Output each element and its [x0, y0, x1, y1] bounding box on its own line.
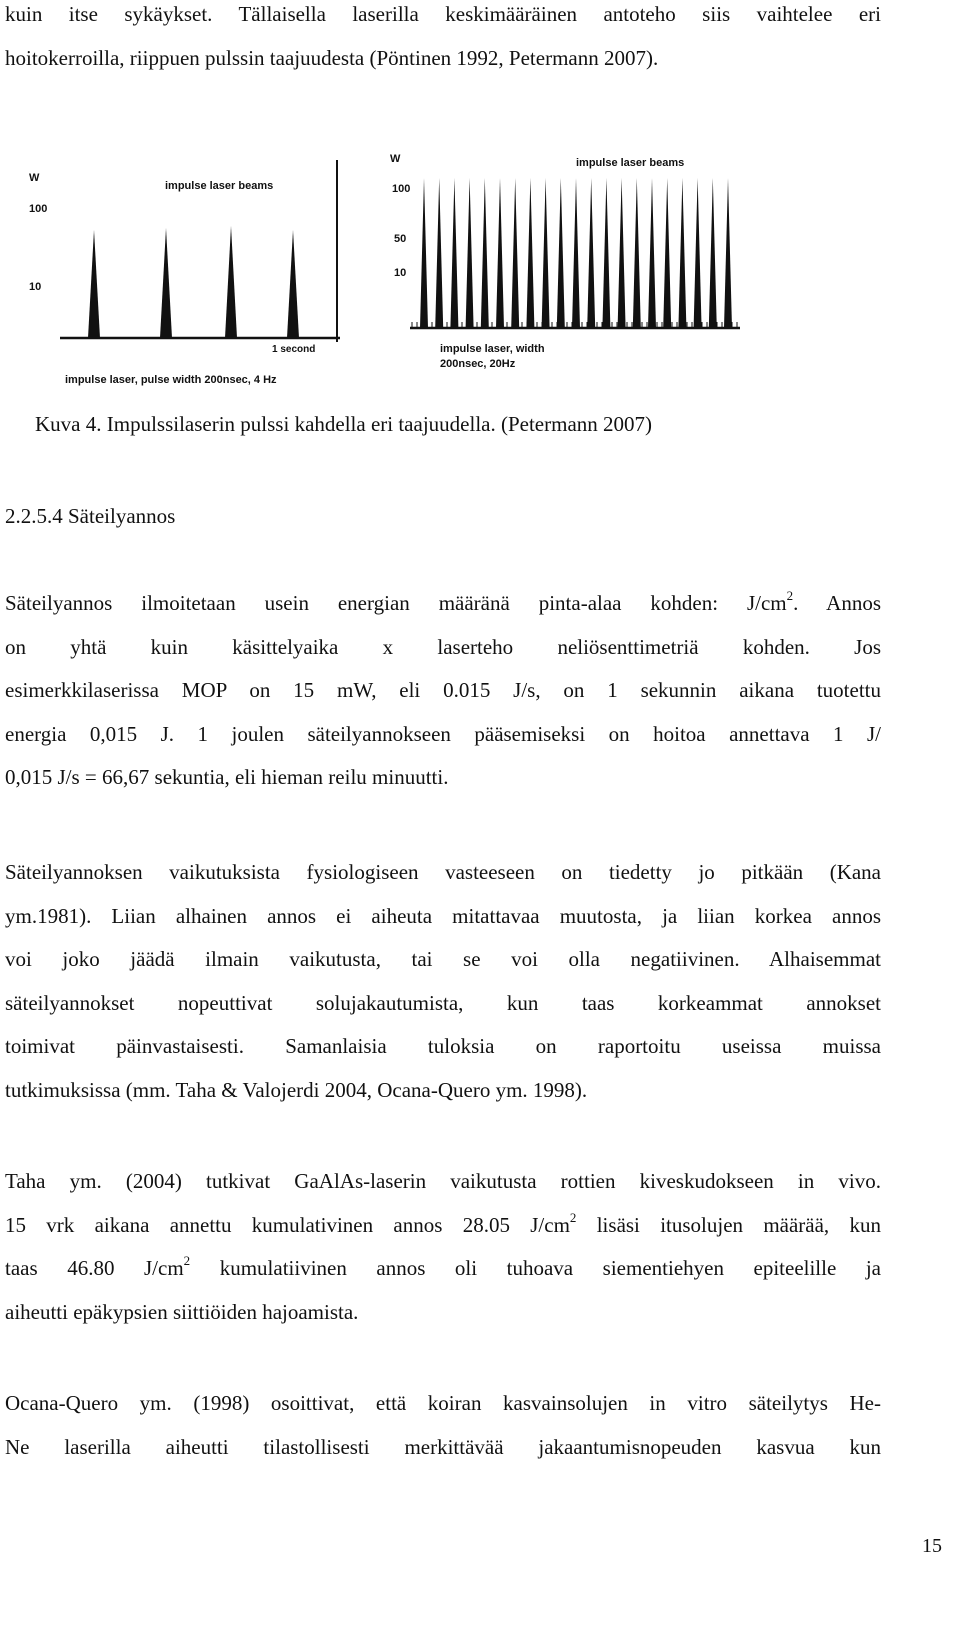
right-pulse: [435, 178, 443, 328]
left-annotation: 1 second: [272, 344, 316, 355]
right-pulse: [648, 178, 656, 328]
intro-line-1: kuin itse sykäykset. Tällaisella laserilla keskimääräinen antoteho siis vaihtelee eri: [5, 2, 881, 26]
right-pulse: [724, 178, 732, 328]
section-heading: 2.2.5.4 Säteilyannos: [5, 504, 176, 528]
left-y-unit: W: [29, 172, 40, 184]
para1-line-3: esimerkkilaserissa MOP on 15 mW, eli 0.015 J/s, on 1 sekunnin aikana tuotettu: [5, 678, 881, 702]
left-y-tick-100: 100: [29, 203, 48, 215]
right-pulse: [542, 178, 550, 328]
para1-line-5: 0,015 J/s = 66,67 sekuntia, eli hieman reilu minuutti.: [5, 765, 449, 789]
left-pulse-2: [160, 228, 172, 338]
left-title: impulse laser beams: [165, 180, 274, 192]
para3-line-2-text: 15 vrk aikana annettu kumulativinen annos 28.05 J/cm: [5, 1212, 570, 1237]
left-pulse-4: [287, 230, 299, 338]
para3-line-2: [5, 1204, 881, 1248]
right-xlabel-line-1: impulse laser, width: [440, 343, 545, 355]
para3-line-4: aiheutti epäkypsien siittiöiden hajoamista.: [5, 1299, 359, 1324]
para2-line-2: ym.1981). Liian alhainen annos ei aiheuta mitattavaa muutosta, ja liian korkea annos: [5, 903, 881, 928]
para3-line-2-end: lisäsi itusolujen määrää, kun: [576, 1212, 881, 1237]
para3-line-3-text: taas 46.80 J/cm: [5, 1256, 184, 1280]
right-pulse: [709, 178, 717, 328]
right-pulse-diagram: [390, 153, 740, 370]
right-pulse: [618, 178, 626, 328]
figure-caption: Kuva 4. Impulssilaserin pulssi kahdella eri taajuudella. (Petermann 2007): [35, 412, 653, 436]
left-pulse-3: [225, 226, 237, 338]
page-number: 15: [922, 1535, 942, 1557]
right-y-tick-100: 100: [392, 183, 411, 195]
right-y-unit: W: [390, 153, 401, 165]
right-pulse: [466, 178, 474, 328]
right-pulse: [481, 178, 489, 328]
para1-line-1-end: . Annos: [793, 591, 882, 615]
right-y-tick-10: 10: [394, 267, 407, 279]
para3-line-1: Taha ym. (2004) tutkivat GaAlAs-laserin vaikutusta rottien kiveskudokseen in vivo.: [5, 1169, 881, 1193]
right-pulse: [633, 178, 641, 328]
right-pulse: [694, 178, 702, 328]
right-pulse: [587, 178, 595, 328]
para2-line-5: toimivat päinvastaisesti. Samanlaisia tuloksia on raportoitu useissa muissa: [5, 1034, 881, 1058]
para3-superscript-2: 2: [183, 1253, 191, 1268]
right-pulse: [602, 178, 610, 328]
left-y-tick-10: 10: [29, 281, 42, 293]
para3-superscript-1: 2: [569, 1209, 577, 1225]
right-pulse: [526, 178, 534, 328]
right-pulse: [557, 178, 565, 328]
pulse-figure: [0, 0, 960, 400]
right-pulse: [420, 178, 428, 328]
right-pulse: [496, 178, 504, 328]
right-y-tick-50: 50: [394, 233, 407, 245]
para4-line-1: Ocana-Quero ym. (1998) osoittivat, että koiran kasvainsolujen in vitro säteilytys He-: [5, 1391, 881, 1415]
para2-line-6: tutkimuksissa (mm. Taha & Valojerdi 2004, Ocana-Quero ym. 1998).: [5, 1077, 588, 1102]
para1-line-2: on yhtä kuin käsittelyaika x laserteho neliösenttimetriä kohden. Jos: [5, 634, 881, 659]
para1-line-1-text: Säteilyannos ilmoitetaan usein energian määränä pinta-alaa kohden: J/cm: [5, 591, 787, 615]
right-pulse: [450, 178, 458, 328]
para1-line-1: [5, 582, 881, 626]
para3-line-3-end: kumulatiivinen annos oli tuhoava siementiehyen epiteelille ja: [190, 1256, 881, 1280]
right-pulse: [572, 178, 580, 328]
right-pulse-train: [412, 178, 737, 328]
paragraph-taha: [5, 1160, 881, 1334]
right-xlabel-line-2: 200nsec, 20Hz: [440, 358, 516, 370]
paragraph-ocana: [5, 1382, 881, 1469]
para1-superscript: 2: [786, 588, 794, 603]
paragraph-dose: [5, 582, 881, 800]
left-pulse-1: [88, 230, 100, 338]
para3-line-3: [5, 1247, 881, 1291]
intro-line-2: hoitokerroilla, riippuen pulssin taajuudesta (Pöntinen 1992, Petermann 2007).: [5, 45, 659, 70]
right-pulse: [511, 178, 519, 328]
paragraph-physiology: [5, 851, 881, 1112]
para1-line-4: energia 0,015 J. 1 joulen säteilyannokseen pääsemiseksi on hoitoa annettava 1 J/: [5, 721, 881, 746]
para2-line-4: säteilyannokset nopeuttivat solujakautumista, kun taas korkeammat annokset: [5, 990, 881, 1015]
left-xlabel: impulse laser, pulse width 200nsec, 4 Hz: [65, 374, 277, 386]
right-title: impulse laser beams: [576, 157, 685, 169]
para2-line-1: Säteilyannoksen vaikutuksista fysiologiseen vasteeseen on tiedetty jo pitkään (Kana: [5, 860, 881, 884]
right-pulse: [663, 178, 671, 328]
right-pulse: [678, 178, 686, 328]
left-pulse-diagram: [29, 160, 340, 386]
para2-line-3: voi joko jäädä ilmain vaikutusta, tai se voi olla negatiivinen. Alhaisemmat: [5, 947, 881, 971]
para4-line-2: Ne laserilla aiheutti tilastollisesti merkittävää jakaantumisnopeuden kasvua kun: [5, 1434, 881, 1459]
